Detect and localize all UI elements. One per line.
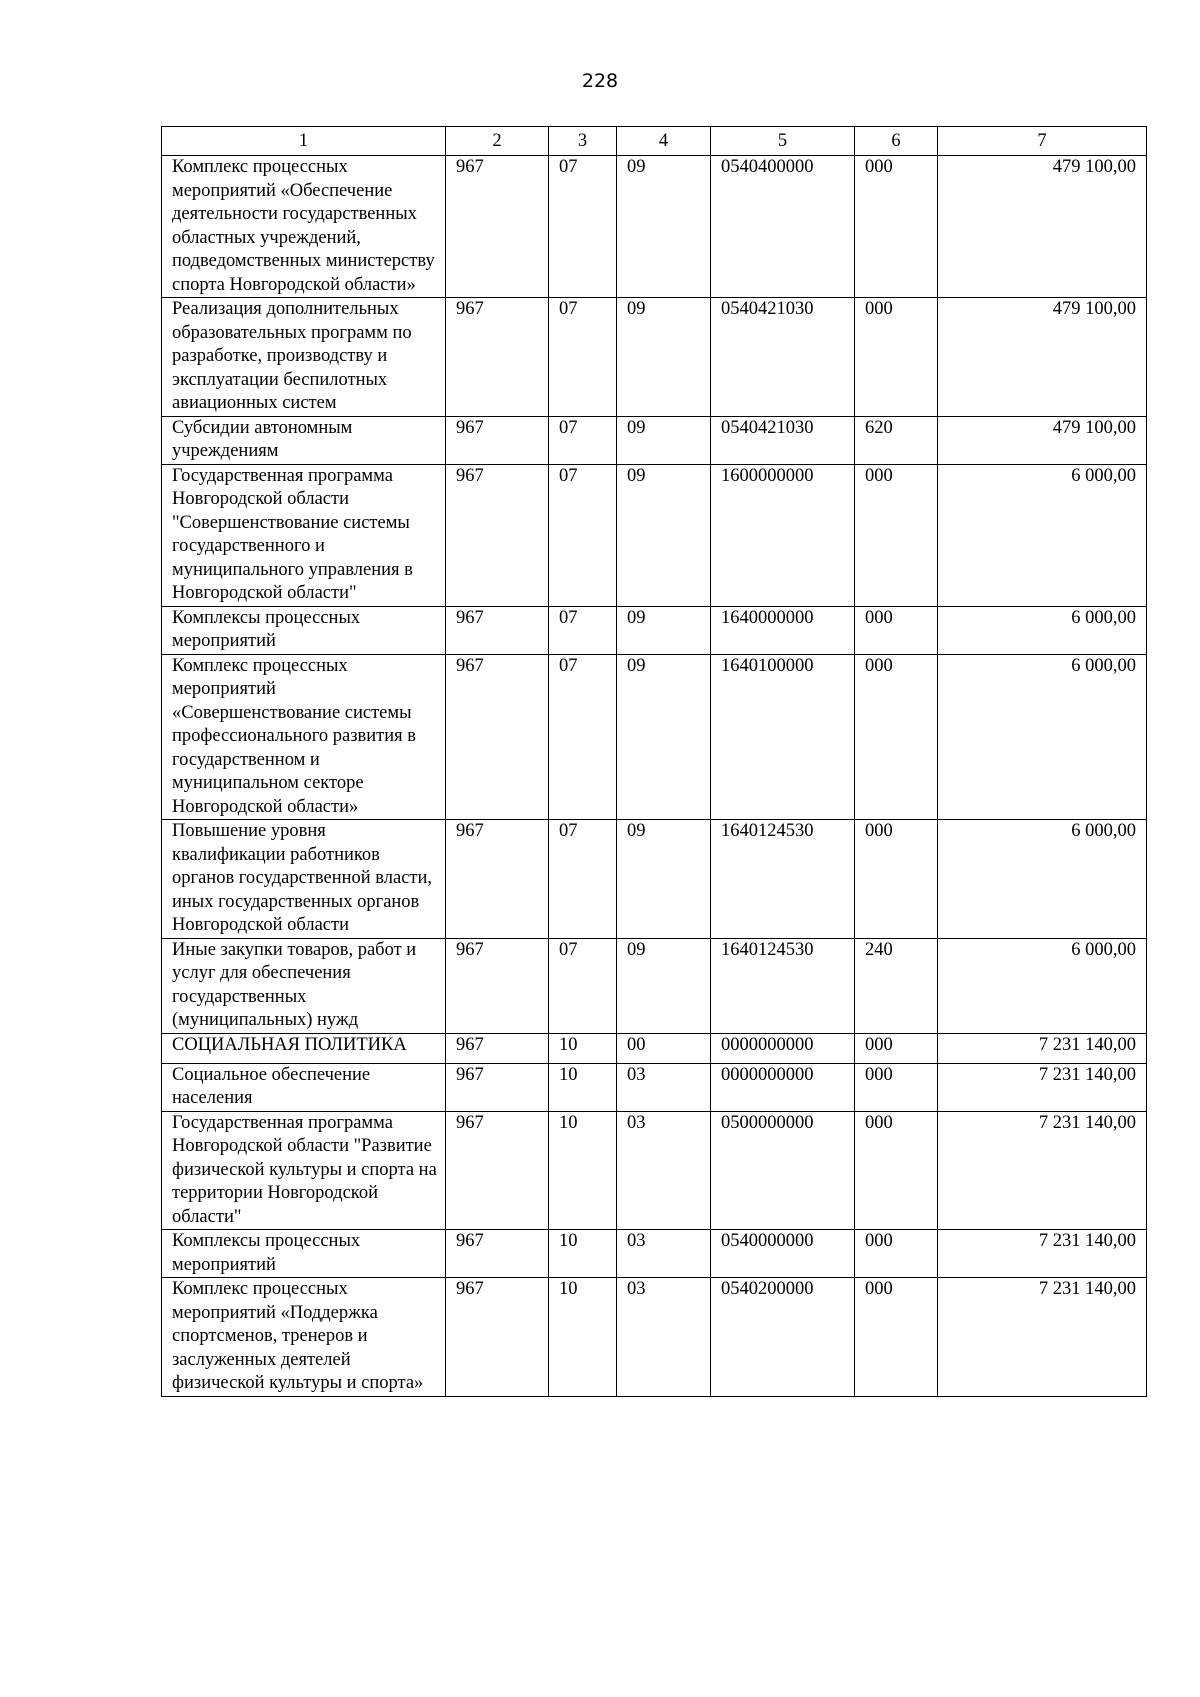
row-section-code: 10 (549, 1230, 617, 1278)
row-amount: 479 100,00 (938, 416, 1147, 464)
column-header: 5 (711, 127, 855, 156)
row-amount: 7 231 140,00 (938, 1033, 1147, 1063)
row-expense-type-code: 000 (855, 1278, 938, 1397)
row-expense-type-code: 000 (855, 1063, 938, 1111)
row-expense-type-code: 000 (855, 464, 938, 606)
row-target-article-code: 0540400000 (711, 156, 855, 298)
row-expense-type-code: 000 (855, 606, 938, 654)
row-subsection-code: 09 (617, 156, 711, 298)
row-target-article-code: 0540000000 (711, 1230, 855, 1278)
row-target-article-code: 0000000000 (711, 1063, 855, 1111)
column-header: 7 (938, 127, 1147, 156)
row-ministry-code: 967 (446, 416, 549, 464)
row-name: Комплексы процессных мероприятий (162, 1230, 446, 1278)
row-subsection-code: 09 (617, 298, 711, 417)
table-row (162, 1063, 1147, 1111)
row-subsection-code: 09 (617, 820, 711, 939)
row-target-article-code: 1640124530 (711, 938, 855, 1033)
row-ministry-code: 967 (446, 654, 549, 820)
table-header-row (162, 127, 1147, 156)
column-header: 3 (549, 127, 617, 156)
row-amount: 7 231 140,00 (938, 1278, 1147, 1397)
row-target-article-code: 1640000000 (711, 606, 855, 654)
row-name: Реализация дополнительных образовательных программ по разработке, производству и эксплуатации беспилотных авиационных систем (162, 298, 446, 417)
row-amount: 7 231 140,00 (938, 1230, 1147, 1278)
row-section-code: 10 (549, 1033, 617, 1063)
table-row (162, 820, 1147, 939)
row-target-article-code: 0540421030 (711, 416, 855, 464)
row-name: Комплекс процессных мероприятий «Поддержка спортсменов, тренеров и заслуженных деятелей физической культуры и спорта» (162, 1278, 446, 1397)
row-section-code: 10 (549, 1063, 617, 1111)
row-subsection-code: 03 (617, 1230, 711, 1278)
row-target-article-code: 0540200000 (711, 1278, 855, 1397)
row-amount: 6 000,00 (938, 938, 1147, 1033)
row-subsection-code: 03 (617, 1063, 711, 1111)
table-row (162, 156, 1147, 298)
row-target-article-code: 0540421030 (711, 298, 855, 417)
row-expense-type-code: 000 (855, 820, 938, 939)
row-target-article-code: 0000000000 (711, 1033, 855, 1063)
row-name: Государственная программа Новгородской области "Совершенствование системы государственного и муниципального управления в Новгородской области" (162, 464, 446, 606)
row-target-article-code: 1640100000 (711, 654, 855, 820)
row-name: Комплекс процессных мероприятий «Обеспечение деятельности государственных областных учреждений, подведомственных министерству спорта Новгородской области» (162, 156, 446, 298)
row-amount: 7 231 140,00 (938, 1111, 1147, 1230)
table-row (162, 464, 1147, 606)
row-expense-type-code: 620 (855, 416, 938, 464)
row-name: Субсидии автономным учреждениям (162, 416, 446, 464)
row-amount: 479 100,00 (938, 298, 1147, 417)
row-ministry-code: 967 (446, 298, 549, 417)
table-row (162, 1278, 1147, 1397)
row-ministry-code: 967 (446, 1111, 549, 1230)
row-section-code: 07 (549, 298, 617, 417)
row-amount: 479 100,00 (938, 156, 1147, 298)
table-row (162, 416, 1147, 464)
row-amount: 6 000,00 (938, 654, 1147, 820)
row-expense-type-code: 000 (855, 156, 938, 298)
row-expense-type-code: 000 (855, 654, 938, 820)
row-section-code: 07 (549, 820, 617, 939)
row-subsection-code: 03 (617, 1278, 711, 1397)
row-ministry-code: 967 (446, 1063, 549, 1111)
row-expense-type-code: 000 (855, 298, 938, 417)
row-section-code: 07 (549, 938, 617, 1033)
column-header: 2 (446, 127, 549, 156)
row-subsection-code: 09 (617, 654, 711, 820)
row-section-code: 07 (549, 464, 617, 606)
table-row (162, 606, 1147, 654)
column-header: 1 (162, 127, 446, 156)
table-row (162, 1111, 1147, 1230)
table-row (162, 1230, 1147, 1278)
row-target-article-code: 1600000000 (711, 464, 855, 606)
row-ministry-code: 967 (446, 1230, 549, 1278)
row-subsection-code: 09 (617, 464, 711, 606)
row-section-code: 10 (549, 1278, 617, 1397)
row-name: Государственная программа Новгородской области "Развитие физической культуры и спорта на территории Новгородской области" (162, 1111, 446, 1230)
row-amount: 6 000,00 (938, 820, 1147, 939)
row-target-article-code: 1640124530 (711, 820, 855, 939)
row-subsection-code: 09 (617, 938, 711, 1033)
row-amount: 6 000,00 (938, 464, 1147, 606)
table-row (162, 654, 1147, 820)
row-subsection-code: 00 (617, 1033, 711, 1063)
table-row (162, 938, 1147, 1033)
row-section-code: 07 (549, 416, 617, 464)
row-amount: 6 000,00 (938, 606, 1147, 654)
column-header: 4 (617, 127, 711, 156)
row-ministry-code: 967 (446, 820, 549, 939)
row-expense-type-code: 000 (855, 1111, 938, 1230)
row-name: Повышение уровня квалификации работников органов государственной власти, иных государственных органов Новгородской области (162, 820, 446, 939)
row-name: Иные закупки товаров, работ и услуг для обеспечения государственных (муниципальных) нужд (162, 938, 446, 1033)
row-section-code: 10 (549, 1111, 617, 1230)
row-name: Комплексы процессных мероприятий (162, 606, 446, 654)
row-name: СОЦИАЛЬНАЯ ПОЛИТИКА (162, 1033, 446, 1063)
row-expense-type-code: 000 (855, 1033, 938, 1063)
row-target-article-code: 0500000000 (711, 1111, 855, 1230)
budget-table (161, 126, 1147, 1397)
row-subsection-code: 03 (617, 1111, 711, 1230)
row-expense-type-code: 000 (855, 1230, 938, 1278)
row-ministry-code: 967 (446, 938, 549, 1033)
row-ministry-code: 967 (446, 464, 549, 606)
row-ministry-code: 967 (446, 156, 549, 298)
row-subsection-code: 09 (617, 416, 711, 464)
row-name: Комплекс процессных мероприятий «Совершенствование системы профессионального развития в государственном и муниципальном секторе Новгородской области» (162, 654, 446, 820)
column-header: 6 (855, 127, 938, 156)
row-section-code: 07 (549, 156, 617, 298)
row-name: Социальное обеспечение населения (162, 1063, 446, 1111)
row-amount: 7 231 140,00 (938, 1063, 1147, 1111)
row-ministry-code: 967 (446, 1278, 549, 1397)
row-section-code: 07 (549, 654, 617, 820)
row-ministry-code: 967 (446, 606, 549, 654)
table-row (162, 1033, 1147, 1063)
row-expense-type-code: 240 (855, 938, 938, 1033)
table-row (162, 298, 1147, 417)
page-number: 228 (581, 70, 619, 92)
row-ministry-code: 967 (446, 1033, 549, 1063)
row-section-code: 07 (549, 606, 617, 654)
row-subsection-code: 09 (617, 606, 711, 654)
